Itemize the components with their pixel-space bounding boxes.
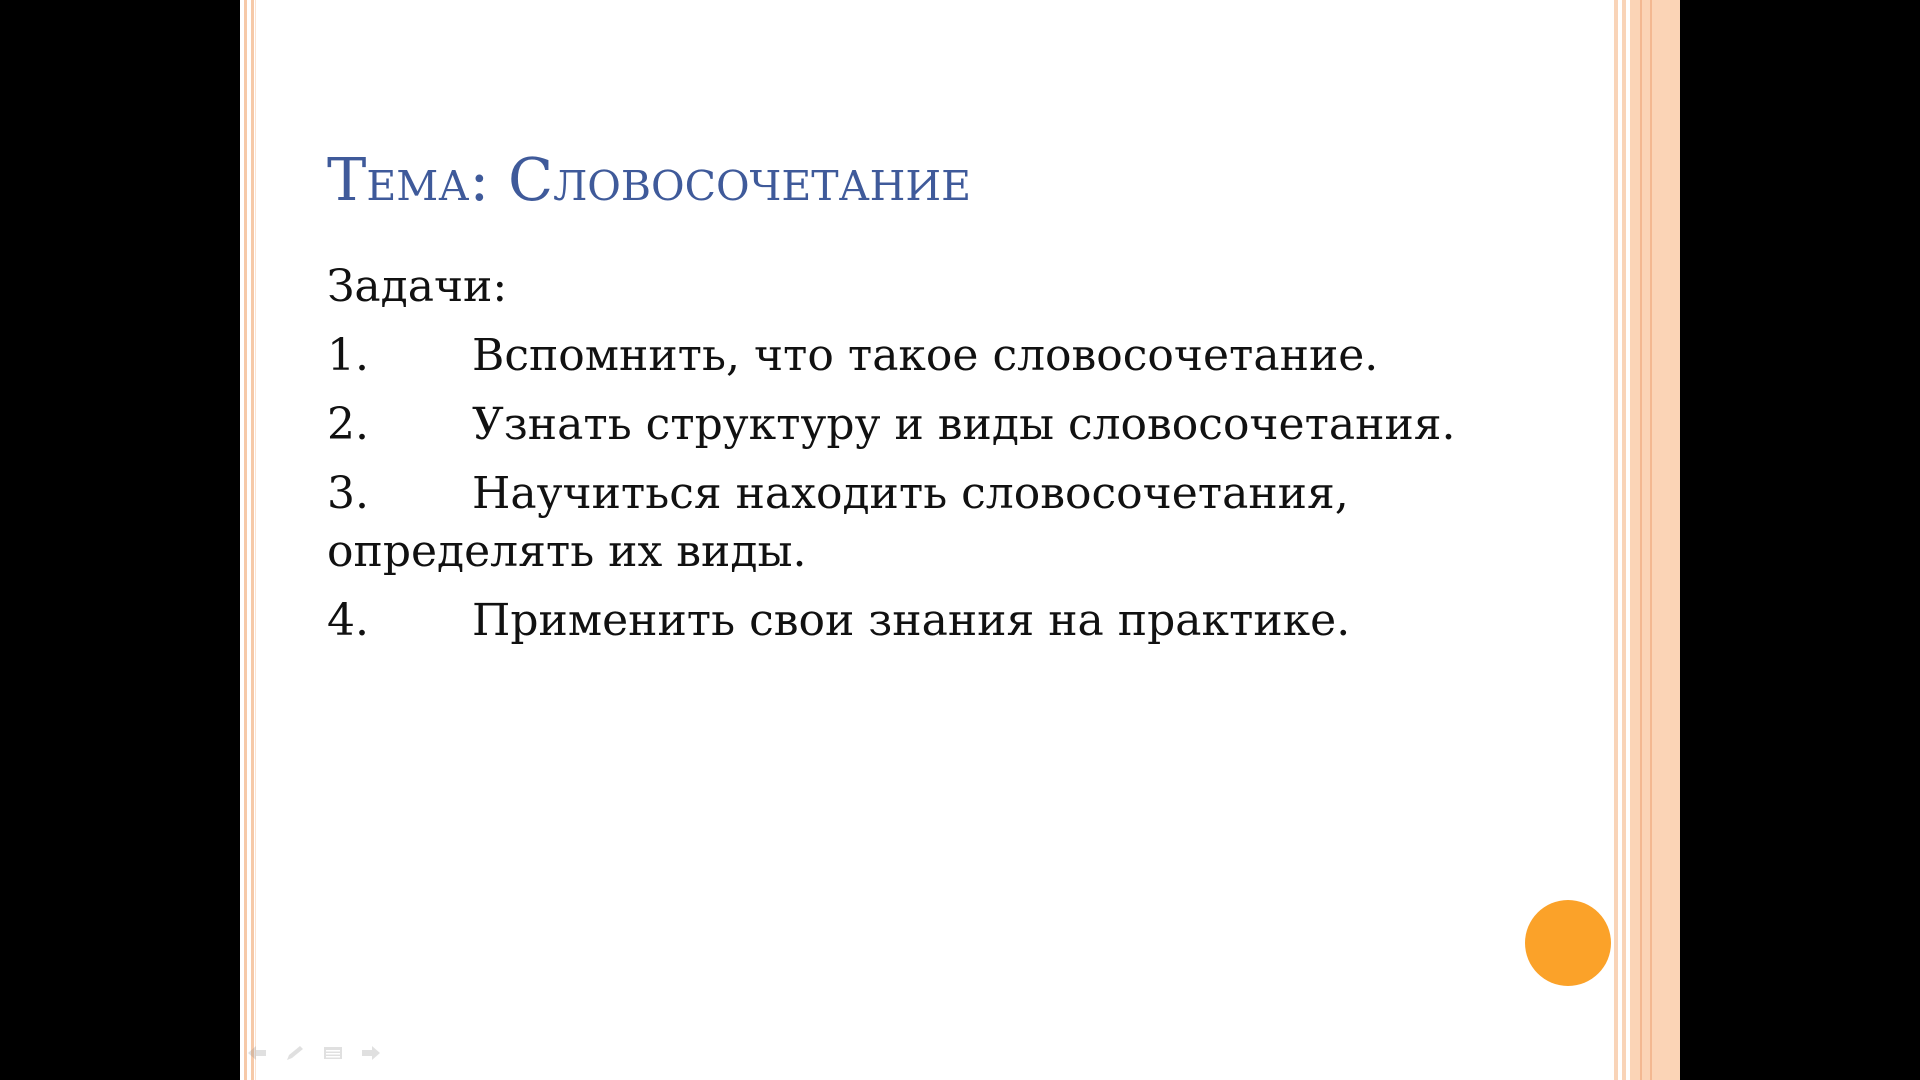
tasks-heading: Задачи: xyxy=(327,261,508,312)
right-decorative-band xyxy=(1630,0,1680,1080)
slide[interactable] xyxy=(240,0,1680,1080)
left-decorative-stripe xyxy=(244,0,247,1080)
task-text: Применить свои знания на практике. xyxy=(472,595,1351,646)
left-decorative-stripe xyxy=(251,0,254,1080)
slideshow-controls xyxy=(246,1044,382,1062)
task-number: 3. xyxy=(327,468,369,519)
right-decorative-stripe xyxy=(1614,0,1618,1080)
task-item xyxy=(327,592,1567,650)
task-item xyxy=(327,465,1567,581)
previous-arrow-icon[interactable] xyxy=(246,1044,268,1062)
task-number: 2. xyxy=(327,399,369,450)
right-decorative-stripe xyxy=(1650,0,1652,1080)
right-decorative-stripe xyxy=(1640,0,1642,1080)
task-text: Научиться находить словосочетания, определять их виды. xyxy=(327,468,1349,577)
task-number: 1. xyxy=(327,330,369,381)
slide-body xyxy=(327,258,1567,661)
task-text: Узнать структуру и виды словосочетания. xyxy=(472,399,1456,450)
task-text: Вспомнить, что такое словосочетание. xyxy=(472,330,1379,381)
task-item xyxy=(327,327,1567,385)
left-decorative-stripe xyxy=(255,0,256,1080)
menu-icon[interactable] xyxy=(322,1044,344,1062)
right-decorative-stripe xyxy=(1622,0,1626,1080)
orange-circle-decoration xyxy=(1525,900,1611,986)
next-arrow-icon[interactable] xyxy=(360,1044,382,1062)
task-item xyxy=(327,396,1567,454)
pen-icon[interactable] xyxy=(284,1044,306,1062)
task-number: 4. xyxy=(327,595,369,646)
slide-title: Тема: Словосочетание xyxy=(327,145,972,214)
